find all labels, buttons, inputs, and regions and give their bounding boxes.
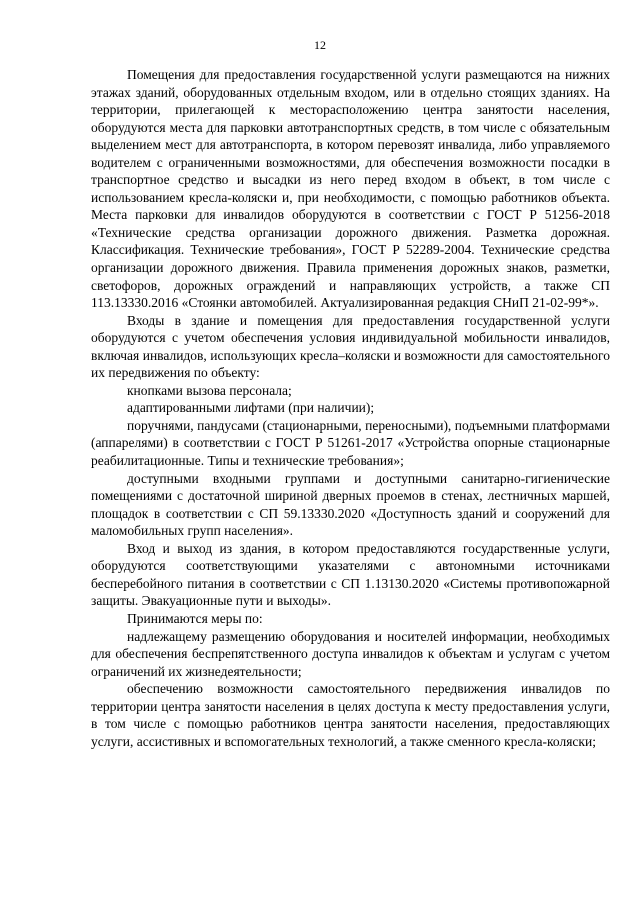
list-item-handrails: поручнями, пандусами (стационарными, переносными), подъемными платформами (аппарелями) в соответствии с ГОСТ Р 51261-2017 «Устройства опорные стационарные реабилитационные. Типы и технические требования»; [91, 417, 610, 469]
paragraph-entrances: Входы в здание и помещения для предоставления государственной услуги оборудуются с учетом обеспечения условия индивидуальной мобильности инвалидов, включая инвалидов, использующих кресла–коляски и возможности для самостоятельного их передвижения по объекту: [91, 312, 610, 381]
paragraph-premises: Помещения для предоставления государственной услуги размещаются на нижних этажах зданий, оборудованных отдельным входом, или в отдельно стоящих зданиях. На территории, прилегающей к месторасположению центра занятости населения, оборудуются места для парковки автотранспортных средств, в том числе с обязательным выделением мест для автотранспорта, в котором перевозят инвалида, либо управляемого водителем с ограниченными возможностями, для обеспечения возможности посадки в транспортное средство и высадки из него перед входом в объект, в том числе с использованием кресла-коляски и, при необходимости, с помощью работников объекта. Места парковки для инвалидов оборудуются в соответствии с ГОСТ Р 51256-2018 «Технические средства организации дорожного движения. Разметка дорожная. Классификация. Технические требования», ГОСТ Р 52289-2004. Технические средства организации дорожного движения. Правила применения дорожных знаков, разметки, светофоров, дорожных ограждений и направляющих устройств, а также СП 113.13330.2016 «Стоянки автомобилей. Актуализированная редакция СНиП 21-02-99*». [91, 67, 610, 311]
page-number: 12 [314, 38, 326, 52]
list-item-equipment: надлежащему размещению оборудования и носителей информации, необходимых для обеспечения беспрепятственного доступа инвалидов к объектам и услугам с учетом ограничений их жизнедеятельности; [91, 628, 610, 679]
paragraph-entry-exit: Вход и выход из здания, в котором предоставляются государственные услуги, оборудуются соответствующими указателями с автономными источниками бесперебойного питания в соответствии с СП 1.13130.2020 «Системы противопожарной защиты. Эвакуационные пути и выходы». [91, 540, 610, 609]
list-item-lifts: адаптированными лифтами (при наличии); [127, 400, 375, 416]
list-item-movement: обеспечению возможности самостоятельного передвижения инвалидов по территории центра занятости населения в целях доступа к месту предоставления услуги, в том числе с помощью работников центра занятости населения, предоставляющих услуги, ассистивных и вспомогательных технологий, а также сменного кресла-коляски; [91, 681, 610, 749]
list-item-entrance-groups: доступными входными группами и доступными санитарно-гигиенические помещениями с достаточной шириной дверных проемов в стенах, лестничных маршей, площадок в соответствии с СП 59.13330.2020 «Доступность зданий и сооружений для маломобильных групп населения». [91, 470, 610, 539]
list-item-call-buttons: кнопками вызова персонала; [127, 382, 292, 398]
paragraph-measures: Принимаются меры по: [127, 610, 263, 626]
document-body [91, 66, 610, 750]
